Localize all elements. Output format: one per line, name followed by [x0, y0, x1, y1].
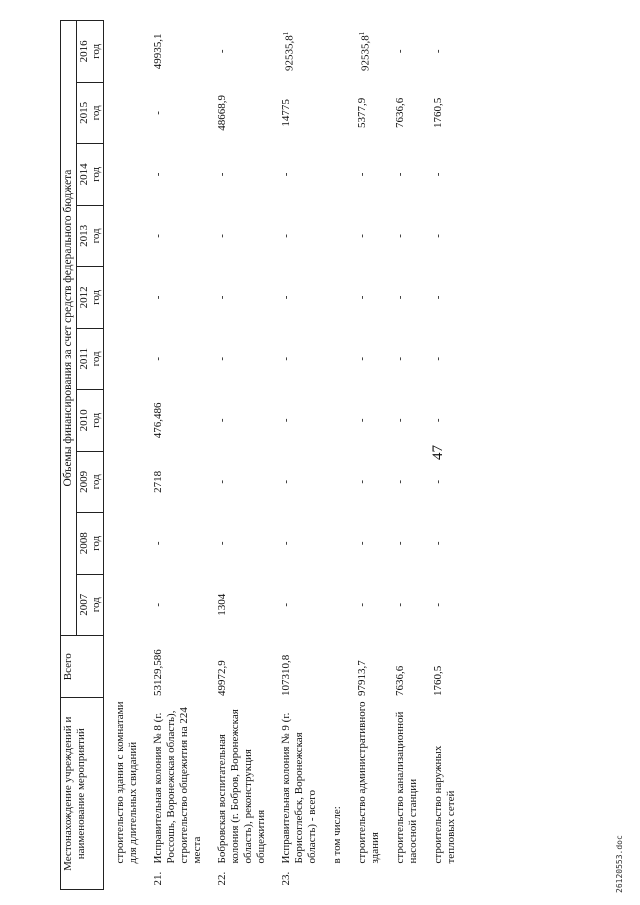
cell-value: 92535,8 [359, 35, 372, 71]
row-number [394, 864, 420, 886]
header-year-2012 [77, 267, 104, 328]
cell-value: - [356, 479, 368, 484]
cell-value: 92535,8 [283, 35, 296, 71]
header-year-2009 [77, 451, 104, 512]
row-year-value-2014 [428, 144, 466, 205]
row-name: Бобровская воспитательная колония (г. Бобров, Воронежская область), реконструкция общежития [216, 709, 267, 864]
cell-value: 7636,6 [394, 97, 406, 129]
row-number [114, 864, 140, 886]
cell-value: - [394, 295, 406, 300]
row-year-value-2015 [148, 82, 212, 143]
row-name: строительство канализационной насосной станции [394, 711, 419, 864]
row-name: строительство наружных тепловых сетей [432, 745, 457, 864]
cell-value: - [394, 357, 406, 361]
header-year-number: 2015 [78, 101, 90, 124]
row-name: строительство здания с комнатами для длительных свиданий [114, 701, 139, 864]
header-year-number: 2014 [78, 163, 90, 186]
cell-value: - [356, 418, 368, 423]
row-name-cell [104, 698, 149, 890]
cell-value: - [394, 479, 406, 484]
cell-value: - [280, 295, 292, 300]
cell-value: - [152, 172, 164, 177]
row-year-value-2015 [212, 82, 276, 143]
row-year-value-2016 [390, 21, 428, 83]
cell-value: - [280, 234, 292, 238]
row-total-cell [327, 636, 352, 698]
row-year-value-2008 [148, 513, 212, 574]
cell-value: - [280, 172, 292, 177]
row-year-value-2008 [428, 513, 466, 574]
row-number: 23. [280, 871, 292, 886]
cell-value: - [216, 49, 228, 54]
cell-value: - [432, 172, 444, 177]
cell-value: - [394, 418, 406, 423]
row-year-value-2008 [327, 513, 352, 574]
cell-value: - [152, 234, 164, 238]
row-year-value-2008 [276, 513, 327, 574]
row-year-value-2016 [104, 21, 149, 83]
cell-value: - [152, 541, 164, 546]
row-year-value-2011 [276, 328, 327, 389]
footnote-marker: 1 [358, 31, 366, 36]
row-year-value-2014 [390, 144, 428, 205]
row-name-cell [428, 698, 466, 890]
row-year-value-2009 [390, 451, 428, 512]
row-year-value-2012 [104, 267, 149, 328]
row-year-value-2010 [428, 390, 466, 451]
header-year-2016 [77, 21, 104, 83]
row-year-value-2007 [212, 574, 276, 635]
row-year-value-2009 [428, 451, 466, 512]
row-year-value-2013 [352, 205, 390, 266]
cell-value: - [432, 602, 444, 607]
header-year-number: 2016 [78, 40, 90, 63]
cell-value: - [216, 541, 228, 546]
row-name: Исправительная колония № 9 (г. Борисоглебск, Воронежская область) - всего [280, 712, 318, 864]
row-year-value-2011 [212, 328, 276, 389]
row-name-cell [327, 698, 352, 890]
row-total-cell: 7636,6 [394, 665, 406, 696]
row-year-value-2007 [276, 574, 327, 635]
cell-value: - [432, 357, 444, 361]
cell-value: - [432, 295, 444, 300]
header-year-unit: год [90, 474, 102, 490]
row-year-value-2010 [104, 390, 149, 451]
header-year-unit: год [90, 289, 102, 305]
row-name-cell [352, 698, 390, 890]
header-year-unit: год [90, 535, 102, 551]
row-name-cell [148, 698, 212, 890]
header-total-column: Всего [61, 636, 104, 698]
table-row [352, 21, 390, 890]
cell-value: 48668,9 [216, 95, 228, 131]
row-total-cell: 49972,9 [216, 660, 228, 696]
header-financing-group: Объемы финансирования за счет средств федерального бюджета [61, 21, 77, 636]
row-year-value-2016 [352, 21, 390, 83]
row-year-value-2014 [276, 144, 327, 205]
table-row [327, 21, 352, 890]
row-year-value-2014 [352, 144, 390, 205]
table-row [428, 21, 466, 890]
row-name: Исправительная колония № 8 (г. Россошь, Воронежская область), строительство общежития на 224 места [152, 707, 203, 864]
row-total-cell: 97913,7 [356, 660, 368, 696]
row-number [432, 864, 458, 886]
row-year-value-2007 [148, 574, 212, 635]
row-year-value-2012 [327, 267, 352, 328]
header-year-2013 [77, 205, 104, 266]
header-year-unit: год [90, 43, 102, 59]
header-name-column: Местонахождение учреждений и наименование мероприятий [61, 698, 104, 890]
row-number: 22. [216, 871, 228, 886]
row-name-cell [390, 698, 428, 890]
cell-value: - [432, 49, 444, 54]
row-year-value-2008 [352, 513, 390, 574]
cell-value: 49935,1 [152, 33, 164, 70]
row-year-value-2011 [148, 328, 212, 389]
row-total-cell: 107310,8 [280, 654, 292, 696]
row-year-value-2009 [104, 451, 149, 512]
header-year-number: 2011 [78, 348, 90, 370]
row-year-value-2013 [327, 205, 352, 266]
row-year-value-2012 [352, 267, 390, 328]
footer-file-code: 26120553.doc [615, 835, 624, 893]
table-row [104, 21, 149, 890]
cell-value: 476,486 [152, 402, 164, 439]
row-year-value-2012 [276, 267, 327, 328]
cell-value: - [394, 49, 406, 54]
cell-value: - [356, 172, 368, 177]
header-year-2008 [77, 513, 104, 574]
row-year-value-2014 [104, 144, 149, 205]
table-row [390, 21, 428, 890]
cell-value: - [152, 357, 164, 361]
row-year-value-2009 [352, 451, 390, 512]
cell-value: - [432, 541, 444, 546]
row-year-value-2015 [390, 82, 428, 143]
header-year-unit: год [90, 166, 102, 182]
row-year-value-2008 [104, 513, 149, 574]
cell-value: - [432, 234, 444, 238]
row-year-value-2013 [104, 205, 149, 266]
row-year-value-2012 [390, 267, 428, 328]
cell-value: - [394, 172, 406, 177]
row-year-value-2016 [327, 21, 352, 83]
row-year-value-2008 [390, 513, 428, 574]
row-year-value-2015 [327, 82, 352, 143]
cell-value: - [356, 234, 368, 238]
cell-value: 5377,9 [356, 97, 368, 129]
row-year-value-2007 [352, 574, 390, 635]
header-year-unit: год [90, 351, 102, 367]
row-name: в том числе: [331, 806, 343, 864]
financing-table [60, 20, 466, 890]
row-total-cell: 53129,586 [152, 649, 164, 696]
cell-value: - [394, 541, 406, 546]
header-year-2010 [77, 390, 104, 451]
cell-value: - [280, 602, 292, 607]
row-year-value-2016 [428, 21, 466, 83]
row-year-value-2013 [276, 205, 327, 266]
row-year-value-2015 [104, 82, 149, 143]
row-year-value-2012 [428, 267, 466, 328]
row-year-value-2011 [390, 328, 428, 389]
cell-value: - [152, 602, 164, 607]
header-year-2007 [77, 574, 104, 635]
cell-value: - [216, 172, 228, 177]
row-total-cell: 1760,5 [432, 665, 444, 696]
header-year-2015 [77, 82, 104, 143]
row-year-value-2013 [212, 205, 276, 266]
header-year-number: 2013 [78, 224, 90, 247]
cell-value: 1760,5 [432, 97, 444, 129]
row-name: строительство административного здания [356, 701, 381, 864]
cell-value: - [356, 541, 368, 546]
row-name-cell [276, 698, 327, 890]
row-year-value-2014 [212, 144, 276, 205]
cell-value: - [280, 479, 292, 484]
header-year-2011 [77, 328, 104, 389]
row-year-value-2012 [148, 267, 212, 328]
row-year-value-2007 [390, 574, 428, 635]
row-year-value-2012 [212, 267, 276, 328]
cell-value: - [356, 357, 368, 361]
row-year-value-2009 [148, 451, 212, 512]
page-number: 47 [430, 445, 446, 460]
header-year-unit: год [90, 597, 102, 613]
row-year-value-2010 [148, 390, 212, 451]
cell-value: - [394, 602, 406, 607]
cell-value: - [394, 234, 406, 238]
row-year-value-2015 [276, 82, 327, 143]
row-year-value-2014 [148, 144, 212, 205]
cell-value: 1304 [216, 593, 228, 616]
cell-value: - [216, 357, 228, 361]
row-number [356, 864, 382, 886]
row-year-value-2013 [390, 205, 428, 266]
row-year-value-2011 [428, 328, 466, 389]
cell-value: - [280, 418, 292, 423]
cell-value: - [432, 479, 444, 484]
row-year-value-2015 [428, 82, 466, 143]
row-year-value-2016 [276, 21, 327, 83]
row-year-value-2016 [212, 21, 276, 83]
row-name-cell [212, 698, 276, 890]
cell-value: - [280, 541, 292, 546]
row-year-value-2009 [276, 451, 327, 512]
row-year-value-2010 [276, 390, 327, 451]
row-year-value-2010 [212, 390, 276, 451]
row-year-value-2008 [212, 513, 276, 574]
row-year-value-2010 [390, 390, 428, 451]
row-year-value-2007 [428, 574, 466, 635]
cell-value: - [280, 357, 292, 361]
footnote-marker: 1 [282, 31, 290, 36]
row-year-value-2011 [104, 328, 149, 389]
row-year-value-2010 [352, 390, 390, 451]
row-year-value-2016 [148, 21, 212, 83]
row-year-value-2015 [352, 82, 390, 143]
cell-value: - [152, 111, 164, 115]
cell-value: - [216, 418, 228, 423]
row-year-value-2011 [327, 328, 352, 389]
row-year-value-2014 [327, 144, 352, 205]
row-number: 21. [152, 871, 164, 886]
header-year-unit: год [90, 105, 102, 121]
row-year-value-2009 [212, 451, 276, 512]
cell-value: - [432, 418, 444, 423]
header-year-number: 2012 [78, 286, 90, 309]
row-total-cell [104, 636, 149, 698]
cell-value: - [216, 234, 228, 238]
header-year-number: 2008 [78, 532, 90, 555]
cell-value: - [356, 295, 368, 300]
cell-value: - [356, 602, 368, 607]
header-year-2014 [77, 144, 104, 205]
header-year-unit: год [90, 228, 102, 244]
cell-value: - [216, 295, 228, 300]
row-year-value-2007 [104, 574, 149, 635]
table-row [148, 21, 212, 890]
cell-value: 14775 [280, 99, 292, 127]
row-year-value-2013 [148, 205, 212, 266]
table-row [212, 21, 276, 890]
row-number [331, 864, 344, 886]
cell-value: - [152, 295, 164, 300]
header-year-unit: год [90, 412, 102, 428]
row-year-value-2013 [428, 205, 466, 266]
cell-value: 2718 [152, 470, 164, 493]
table-row [276, 21, 327, 890]
row-year-value-2009 [327, 451, 352, 512]
header-year-number: 2009 [78, 470, 90, 493]
row-year-value-2007 [327, 574, 352, 635]
row-year-value-2010 [327, 390, 352, 451]
row-year-value-2011 [352, 328, 390, 389]
cell-value: - [216, 479, 228, 484]
header-year-number: 2007 [78, 593, 90, 616]
header-year-number: 2010 [78, 409, 90, 432]
